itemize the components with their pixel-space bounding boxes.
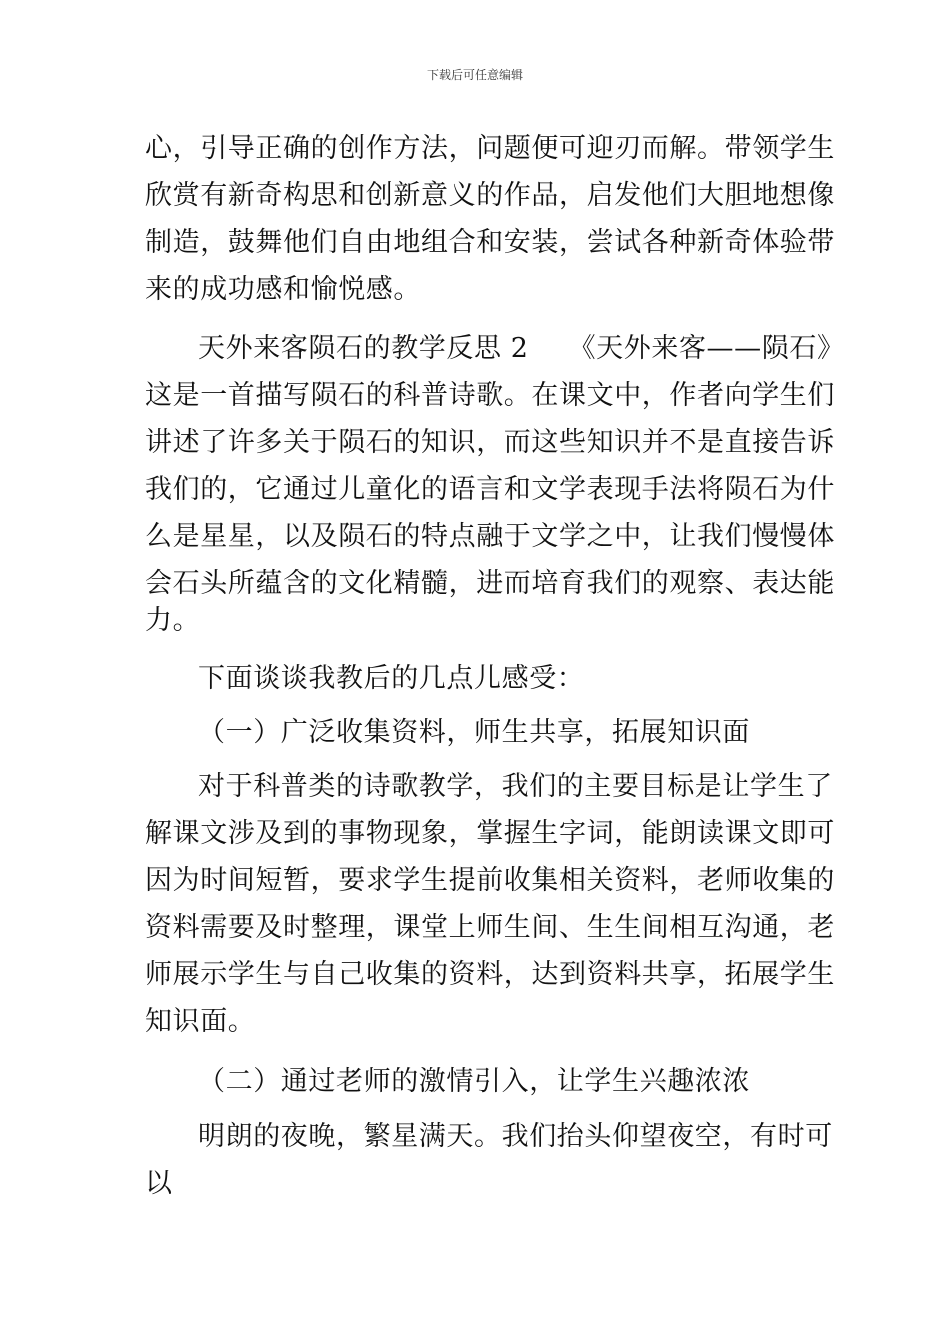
paragraph-line: 资料需要及时整理，课堂上师生间、生生间相互沟通，老	[145, 912, 835, 943]
paragraph-line: 解课文涉及到的事物现象，掌握生字词，能朗读课文即可	[145, 818, 835, 849]
paragraph-line: 力。	[145, 605, 201, 636]
paragraph-line: 知识面。	[145, 1006, 256, 1037]
lesson-title: 《天外来客——陨石》	[568, 333, 845, 364]
paragraph-line: 来的成功感和愉悦感。	[145, 274, 421, 305]
section-title: 天外来客陨石的教学反思 2	[198, 333, 529, 364]
section-title-line	[198, 333, 845, 365]
paragraph-line: 明朗的夜晚，繁星满天。我们抬头仰望夜空，有时可	[198, 1121, 833, 1152]
paragraph-line: 我们的，它通过儿童化的语言和文学表现手法将陨石为什	[145, 474, 835, 505]
paragraph-line: 因为时间短暂，要求学生提前收集相关资料，老师收集的	[145, 865, 835, 896]
subheading: （二）通过老师的激情引入，让学生兴趣浓浓	[198, 1066, 750, 1097]
paragraph-line: 师展示学生与自己收集的资料，达到资料共享，拓展学生	[145, 959, 835, 990]
paragraph-line: 以	[145, 1168, 173, 1199]
paragraph-line: 这是一首描写陨石的科普诗歌。在课文中，作者向学生们	[145, 380, 835, 411]
paragraph-line: 么是星星，以及陨石的特点融于文学之中，让我们慢慢体	[145, 521, 835, 552]
paragraph-line: 欣赏有新奇构思和创新意义的作品，启发他们大胆地想像	[145, 180, 835, 211]
paragraph-line: 讲述了许多关于陨石的知识，而这些知识并不是直接告诉	[145, 427, 835, 458]
page-header-note: 下载后可任意编辑	[426, 68, 523, 82]
paragraph-line: 下面谈谈我教后的几点儿感受：	[198, 663, 585, 694]
paragraph-line: 会石头所蕴含的文化精髓，进而培育我们的观察、表达能	[145, 568, 835, 599]
paragraph-line: 制造，鼓舞他们自由地组合和安装，尝试各种新奇体验带	[145, 227, 835, 258]
paragraph-line: 心，引导正确的创作方法，问题便可迎刃而解。带领学生	[145, 133, 835, 164]
subheading: （一）广泛收集资料，师生共享，拓展知识面	[198, 717, 750, 748]
paragraph-line: 对于科普类的诗歌教学，我们的主要目标是让学生了	[198, 771, 833, 802]
